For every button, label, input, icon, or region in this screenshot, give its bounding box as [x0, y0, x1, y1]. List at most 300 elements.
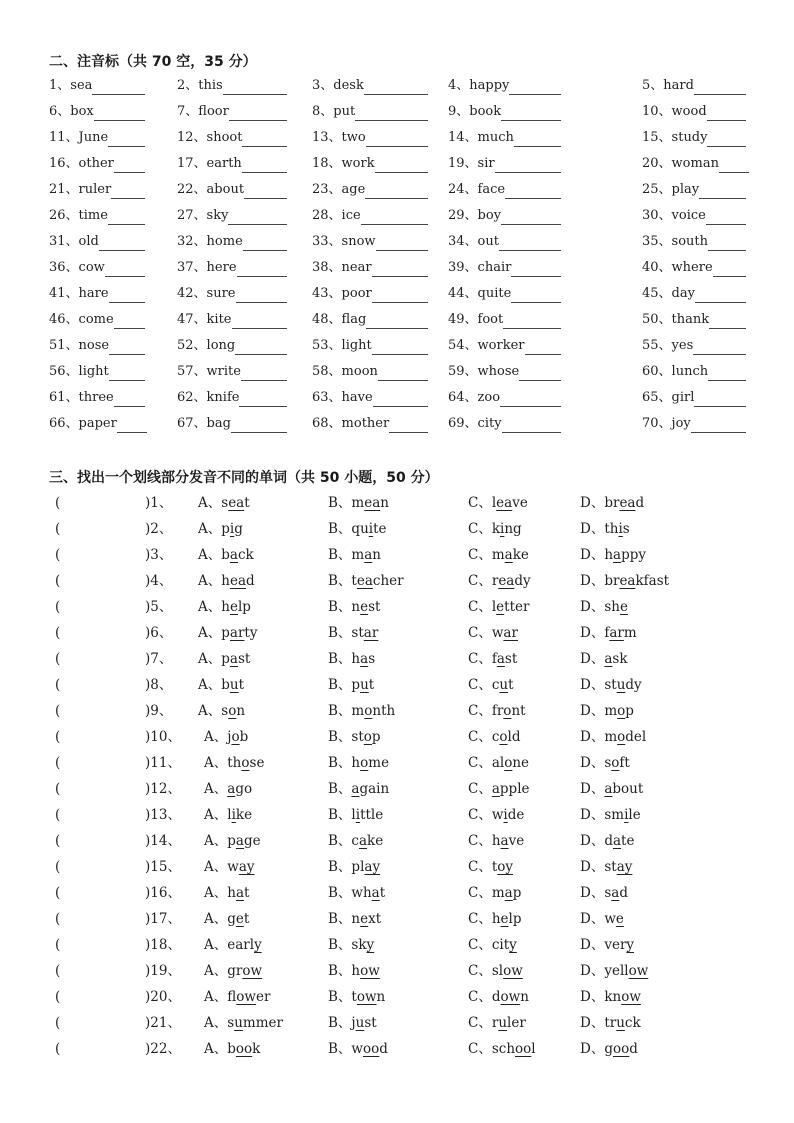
- answer-paren[interactable]: (: [55, 703, 61, 719]
- word-part: ng: [504, 521, 522, 537]
- word-part: sk: [351, 937, 367, 953]
- answer-paren[interactable]: (: [55, 651, 61, 667]
- answer-blank[interactable]: [228, 210, 287, 225]
- answer-blank[interactable]: [223, 80, 287, 95]
- word-part: s: [221, 495, 229, 511]
- underlined-part: o: [228, 703, 237, 719]
- option-letter: B、: [328, 1015, 352, 1031]
- underlined-part: u: [360, 677, 369, 693]
- answer-blank[interactable]: [694, 80, 746, 95]
- phonetic-item: [177, 363, 287, 381]
- option-letter: A、: [198, 651, 222, 667]
- answer-blank[interactable]: [693, 340, 746, 355]
- answer-blank[interactable]: [706, 210, 746, 225]
- word-part: r: [491, 1015, 499, 1031]
- option-letter: B、: [328, 677, 352, 693]
- answer-blank[interactable]: [719, 158, 749, 173]
- phonetic-item: [49, 129, 145, 147]
- option-letter: A、: [198, 521, 222, 537]
- answer-blank[interactable]: [502, 418, 561, 433]
- answer-paren[interactable]: (: [55, 521, 61, 537]
- answer-paren[interactable]: (: [55, 573, 61, 589]
- question-number: )20、: [145, 989, 181, 1005]
- answer-blank[interactable]: [92, 80, 145, 95]
- answer-blank[interactable]: [361, 210, 428, 225]
- answer-paren[interactable]: (: [55, 729, 61, 745]
- word-part: d: [491, 989, 501, 1005]
- answer-blank[interactable]: [242, 132, 287, 147]
- word-part: h: [351, 651, 361, 667]
- answer-paren[interactable]: (: [55, 807, 61, 823]
- answer-blank[interactable]: [364, 80, 428, 95]
- answer-blank[interactable]: [707, 106, 746, 121]
- word-part: cit: [491, 937, 510, 953]
- word-part: l: [531, 1041, 536, 1057]
- phonetic-word: 70、joy: [642, 416, 691, 431]
- word-part: st: [237, 651, 251, 667]
- phonetic-item: [49, 259, 145, 277]
- underlined-part: i: [503, 807, 508, 823]
- underlined-part: i: [624, 807, 629, 823]
- answer-paren[interactable]: (: [55, 755, 61, 771]
- underlined-part: a: [604, 781, 613, 797]
- phonetic-item: [312, 259, 428, 277]
- underlined-part: a: [235, 885, 245, 901]
- phonetic-item: [312, 389, 428, 407]
- phonetic-word: 43、poor: [312, 286, 372, 301]
- option-c: [468, 520, 522, 538]
- phonetic-item: [448, 363, 561, 381]
- phonetic-item: [312, 129, 428, 147]
- option-a: [198, 520, 243, 538]
- option-a: [204, 754, 264, 772]
- answer-blank[interactable]: [114, 158, 145, 173]
- answer-blank[interactable]: [236, 288, 287, 303]
- answer-blank[interactable]: [109, 340, 145, 355]
- answer-paren[interactable]: (: [55, 1015, 61, 1031]
- answer-paren[interactable]: (: [55, 599, 61, 615]
- answer-blank[interactable]: [355, 106, 428, 121]
- answer-blank[interactable]: [109, 288, 145, 303]
- underlined-part: u: [616, 1015, 625, 1031]
- phonetic-item: [312, 181, 428, 199]
- word-part: d: [604, 833, 613, 849]
- option-a: [204, 858, 255, 876]
- option-c: [468, 832, 524, 850]
- phonetic-item: [642, 181, 746, 199]
- answer-blank[interactable]: [232, 314, 287, 329]
- answer-blank[interactable]: [366, 314, 428, 329]
- option-letter: D、: [580, 521, 605, 537]
- word-part: k: [491, 521, 501, 537]
- option-a: [198, 598, 251, 616]
- option-letter: A、: [204, 911, 228, 927]
- question-row: [55, 624, 755, 650]
- underlined-part: a: [358, 833, 368, 849]
- underlined-part: oo: [362, 1041, 380, 1057]
- underlined-part: o: [241, 755, 250, 771]
- phonetic-word: 58、moon: [312, 364, 378, 379]
- underlined-part: e: [235, 911, 244, 927]
- answer-blank[interactable]: [708, 236, 746, 251]
- word-part: gain: [359, 781, 390, 797]
- word-part: st: [351, 729, 364, 745]
- word-part: w: [227, 859, 239, 875]
- phonetic-word: 13、two: [312, 130, 366, 145]
- phonetic-row: [49, 103, 749, 129]
- answer-blank[interactable]: [111, 184, 145, 199]
- answer-blank[interactable]: [114, 392, 145, 407]
- word-part: del: [625, 729, 647, 745]
- answer-blank[interactable]: [366, 132, 428, 147]
- word-part: g: [227, 911, 236, 927]
- phonetic-item: [642, 311, 746, 329]
- option-b: [328, 728, 381, 746]
- answer-blank[interactable]: [708, 366, 746, 381]
- phonetic-word: 32、home: [177, 234, 243, 249]
- option-letter: C、: [468, 859, 492, 875]
- answer-blank[interactable]: [372, 288, 428, 303]
- underlined-part: u: [229, 677, 239, 693]
- option-letter: B、: [328, 625, 352, 641]
- answer-paren[interactable]: (: [55, 911, 61, 927]
- option-d: [580, 754, 630, 772]
- question-number: )1、: [145, 495, 173, 511]
- answer-blank[interactable]: [511, 262, 561, 277]
- phonetic-item: [642, 337, 746, 355]
- underlined-part: ea: [498, 573, 515, 589]
- option-letter: D、: [580, 885, 605, 901]
- underlined-part: a: [351, 781, 360, 797]
- answer-blank[interactable]: [105, 262, 145, 277]
- answer-paren[interactable]: (: [55, 989, 61, 1005]
- option-letter: B、: [328, 807, 352, 823]
- answer-blank[interactable]: [509, 80, 561, 95]
- word-part: b: [221, 677, 230, 693]
- answer-blank[interactable]: [99, 236, 145, 251]
- question-row: [55, 988, 755, 1014]
- answer-blank[interactable]: [239, 392, 287, 407]
- word-part: p: [512, 885, 522, 901]
- option-b: [328, 650, 375, 668]
- phonetic-item: [312, 77, 428, 95]
- option-d: [580, 624, 637, 642]
- word-part: sch: [491, 1041, 516, 1057]
- answer-blank[interactable]: [244, 184, 287, 199]
- underlined-part: e: [496, 599, 505, 615]
- answer-blank[interactable]: [505, 184, 561, 199]
- answer-blank[interactable]: [378, 366, 428, 381]
- answer-blank[interactable]: [691, 418, 746, 433]
- question-row: [55, 962, 755, 988]
- phonetic-item: [49, 155, 145, 173]
- option-letter: A、: [204, 833, 228, 849]
- answer-blank[interactable]: [241, 366, 287, 381]
- answer-blank[interactable]: [94, 106, 145, 121]
- word-part: fl: [227, 989, 237, 1005]
- answer-blank[interactable]: [237, 262, 287, 277]
- underlined-part: ay: [364, 859, 381, 875]
- option-letter: D、: [580, 599, 605, 615]
- question-number: )9、: [145, 703, 173, 719]
- answer-blank[interactable]: [511, 288, 561, 303]
- word-part: n: [380, 495, 389, 511]
- option-letter: B、: [328, 599, 352, 615]
- word-part: p: [625, 703, 634, 719]
- answer-blank[interactable]: [501, 106, 561, 121]
- answer-blank[interactable]: [707, 132, 746, 147]
- option-c: [468, 572, 531, 590]
- answer-paren[interactable]: (: [55, 885, 61, 901]
- phonetic-row: [49, 415, 749, 441]
- phonetic-word: 46、come: [49, 312, 114, 327]
- question-row: [55, 650, 755, 676]
- phonetic-item: [448, 155, 561, 173]
- option-d: [580, 572, 669, 590]
- option-a: [204, 988, 270, 1006]
- option-a: [198, 546, 254, 564]
- answer-paren[interactable]: (: [55, 833, 61, 849]
- option-b: [328, 702, 395, 720]
- answer-blank[interactable]: [499, 236, 561, 251]
- answer-blank[interactable]: [108, 132, 145, 147]
- phonetic-word: 18、work: [312, 156, 375, 171]
- option-a: [198, 650, 250, 668]
- answer-paren[interactable]: (: [55, 781, 61, 797]
- answer-paren[interactable]: (: [55, 963, 61, 979]
- option-letter: A、: [204, 963, 228, 979]
- answer-blank[interactable]: [694, 392, 746, 407]
- phonetic-word: 27、sky: [177, 208, 229, 223]
- underlined-part: o: [617, 703, 626, 719]
- phonetic-item: [642, 259, 746, 277]
- option-d: [580, 884, 628, 902]
- answer-blank[interactable]: [243, 236, 287, 251]
- answer-blank[interactable]: [242, 158, 287, 173]
- answer-paren[interactable]: (: [55, 1041, 61, 1057]
- option-letter: C、: [468, 547, 492, 563]
- answer-blank[interactable]: [231, 418, 287, 433]
- word-part: lp: [237, 599, 251, 615]
- underlined-part: i: [500, 521, 505, 537]
- answer-blank[interactable]: [372, 262, 428, 277]
- phonetic-item: [177, 389, 287, 407]
- word-part: nth: [372, 703, 396, 719]
- word-part: h: [221, 573, 230, 589]
- answer-blank[interactable]: [229, 106, 287, 121]
- word-part: p: [371, 729, 381, 745]
- word-part: c: [351, 833, 359, 849]
- word-part: t: [351, 573, 357, 589]
- answer-paren[interactable]: (: [55, 625, 61, 641]
- phonetic-word: 17、earth: [177, 156, 242, 171]
- underlined-part: ar: [609, 625, 624, 641]
- question-number: )22、: [145, 1041, 181, 1057]
- word-part: t: [238, 677, 245, 693]
- answer-blank[interactable]: [495, 158, 561, 173]
- phonetic-item: [177, 155, 287, 173]
- question-row: [55, 520, 755, 546]
- word-part: j: [351, 1015, 356, 1031]
- phonetic-word: 23、age: [312, 182, 366, 197]
- word-part: w: [491, 625, 504, 641]
- phonetic-item: [312, 155, 428, 173]
- question-number: )14、: [145, 833, 181, 849]
- option-letter: D、: [580, 495, 605, 511]
- option-d: [580, 962, 648, 980]
- option-letter: A、: [204, 755, 228, 771]
- option-a: [204, 832, 261, 850]
- phonetic-row: [49, 207, 749, 233]
- answer-blank[interactable]: [699, 184, 746, 199]
- option-b: [328, 936, 374, 954]
- option-letter: D、: [580, 651, 605, 667]
- phonetic-item: [49, 311, 145, 329]
- answer-blank[interactable]: [114, 314, 145, 329]
- word-part: l: [491, 495, 497, 511]
- phonetic-row: [49, 337, 749, 363]
- answer-paren[interactable]: (: [55, 495, 61, 511]
- phonetic-word: 45、day: [642, 286, 695, 301]
- answer-blank[interactable]: [519, 366, 561, 381]
- phonetic-item: [49, 207, 145, 225]
- option-letter: B、: [328, 833, 352, 849]
- word-part: n: [520, 989, 529, 1005]
- option-letter: B、: [328, 755, 352, 771]
- phonetic-word: 59、whose: [448, 364, 520, 379]
- option-c: [468, 702, 526, 720]
- option-letter: C、: [468, 937, 492, 953]
- option-letter: D、: [580, 1041, 605, 1057]
- option-letter: C、: [468, 1041, 492, 1057]
- option-letter: D、: [580, 573, 605, 589]
- answer-blank[interactable]: [365, 184, 428, 199]
- question-row: [55, 832, 755, 858]
- word-part: b: [221, 547, 230, 563]
- option-a: [204, 962, 262, 980]
- word-part: qu: [351, 521, 369, 537]
- underlined-part: a: [235, 833, 244, 849]
- phonetic-word: 65、girl: [642, 390, 695, 405]
- underlined-part: o: [231, 729, 240, 745]
- option-c: [468, 858, 513, 876]
- answer-paren[interactable]: (: [55, 859, 61, 875]
- option-letter: C、: [468, 781, 492, 797]
- word-part: s: [604, 885, 612, 901]
- answer-blank[interactable]: [713, 262, 746, 277]
- answer-blank[interactable]: [695, 288, 746, 303]
- option-letter: C、: [468, 729, 492, 745]
- option-letter: B、: [328, 1041, 352, 1057]
- underlined-part: u: [499, 677, 509, 693]
- underlined-part: e: [619, 599, 628, 615]
- word-part: sm: [604, 807, 625, 823]
- word-part: dy: [514, 573, 531, 589]
- question-number: )15、: [145, 859, 181, 875]
- option-letter: B、: [328, 703, 352, 719]
- answer-blank[interactable]: [389, 418, 428, 433]
- word-part: m: [623, 625, 637, 641]
- answer-blank[interactable]: [117, 418, 147, 433]
- phonetic-item: [642, 155, 746, 173]
- underlined-part: ar: [229, 625, 245, 641]
- answer-paren[interactable]: (: [55, 677, 61, 693]
- option-a: [204, 936, 262, 954]
- answer-paren[interactable]: (: [55, 547, 61, 563]
- answer-blank[interactable]: [514, 132, 561, 147]
- word-part: p: [351, 677, 361, 693]
- answer-blank[interactable]: [372, 340, 428, 355]
- option-c: [468, 910, 522, 928]
- word-part: h: [491, 911, 501, 927]
- answer-blank[interactable]: [109, 366, 145, 381]
- answer-paren[interactable]: (: [55, 937, 61, 953]
- question-number: )3、: [145, 547, 173, 563]
- phonetic-item: [177, 77, 287, 95]
- underlined-part: ea: [356, 573, 373, 589]
- answer-blank[interactable]: [501, 210, 561, 225]
- option-letter: B、: [328, 963, 352, 979]
- phonetic-word: 9、book: [448, 104, 502, 119]
- underlined-part: a: [500, 833, 509, 849]
- word-part: ge: [243, 833, 261, 849]
- phonetic-item: [642, 129, 746, 147]
- underlined-part: ea: [228, 495, 245, 511]
- word-part: th: [604, 521, 619, 537]
- option-b: [328, 572, 404, 590]
- question-number: )2、: [145, 521, 173, 537]
- answer-blank[interactable]: [108, 210, 145, 225]
- underlined-part: o: [360, 755, 369, 771]
- underlined-part: a: [491, 781, 500, 797]
- word-part: s: [604, 755, 612, 771]
- option-letter: B、: [328, 885, 352, 901]
- phonetic-word: 4、happy: [448, 78, 510, 93]
- option-b: [328, 884, 385, 902]
- underlined-part: y: [509, 937, 517, 953]
- answer-blank[interactable]: [503, 314, 561, 329]
- phonetic-item: [177, 415, 287, 433]
- section3-title: 三、找出一个划线部分发音不同的单词（共 50 小题，50 分）: [49, 470, 439, 486]
- word-part: ver: [604, 937, 627, 953]
- word-part: n: [376, 989, 386, 1005]
- underlined-part: ow: [500, 989, 521, 1005]
- answer-blank[interactable]: [500, 392, 561, 407]
- underlined-part: a: [360, 651, 369, 667]
- underlined-part: u: [616, 677, 626, 693]
- answer-blank[interactable]: [376, 236, 428, 251]
- answer-blank[interactable]: [709, 314, 746, 329]
- phonetic-item: [49, 233, 145, 251]
- word-part: t: [379, 885, 386, 901]
- underlined-part: oo: [612, 1041, 630, 1057]
- option-d: [580, 728, 646, 746]
- answer-blank[interactable]: [373, 392, 428, 407]
- option-letter: A、: [198, 677, 222, 693]
- word-part: st: [368, 599, 381, 615]
- option-letter: C、: [468, 703, 492, 719]
- answer-blank[interactable]: [235, 340, 287, 355]
- phonetic-word: 63、have: [312, 390, 373, 405]
- underlined-part: a: [613, 547, 622, 563]
- option-letter: C、: [468, 885, 492, 901]
- option-b: [328, 598, 380, 616]
- answer-blank[interactable]: [525, 340, 561, 355]
- word-part: d: [246, 573, 255, 589]
- answer-blank[interactable]: [375, 158, 428, 173]
- option-c: [468, 988, 529, 1006]
- option-letter: D、: [580, 963, 605, 979]
